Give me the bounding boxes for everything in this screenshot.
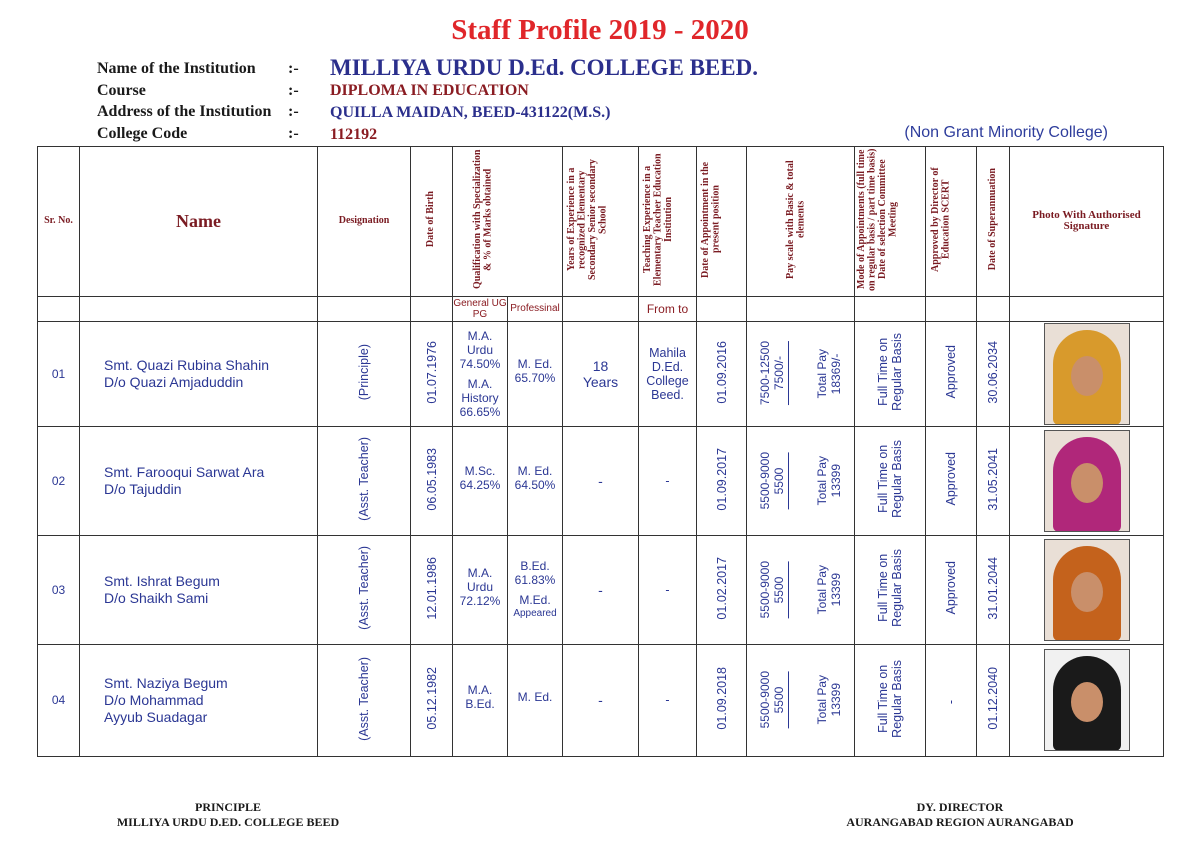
teaching-line: - [665, 693, 670, 707]
prof-line: B.Ed. [520, 558, 550, 573]
general-line: 64.25% [459, 477, 501, 492]
header-teaching-experience: Teaching Experience in a Elementary Teacher Education Institution [641, 153, 674, 286]
pay-scale: 7500-12500 [758, 341, 772, 406]
prof-line: M.Ed. [519, 592, 551, 607]
mode-line: Regular Basis [890, 659, 904, 738]
pay-basic: 5500 [772, 561, 789, 618]
general-qualification [453, 535, 508, 644]
designation: (Principle) [357, 343, 371, 401]
mode-line: Regular Basis [890, 549, 904, 627]
teaching-line: D.Ed. [651, 359, 684, 374]
code-value: 112192 [330, 126, 378, 143]
date-of-birth: 01.07.1976 [424, 340, 439, 404]
pay-scale: 5500-9000 [758, 451, 772, 510]
pay-details [747, 535, 855, 644]
header-superannuation: Date of Superannuation [986, 168, 998, 271]
designation: (Asst. Teacher) [357, 656, 371, 741]
general-line: M.A. [467, 328, 493, 343]
pay-total-label: Total Pay [815, 455, 829, 506]
general-line: M.A. [467, 376, 493, 391]
appointment-date: 01.09.2017 [714, 447, 729, 511]
mode-line: Full Time on [876, 664, 890, 733]
general-line: M.A. [467, 565, 493, 580]
header-photo: Photo With Authorised Signature [1010, 147, 1164, 297]
address-value: QUILLA MAIDAN, BEED-431122(M.S.) [330, 104, 611, 121]
header-appointment: Date of Appointment in the present position [699, 161, 721, 278]
pay-total-label: Total Pay [815, 675, 829, 725]
footer-right-title: DY. DIRECTOR [916, 800, 1004, 814]
experience-years [563, 321, 639, 426]
photo-face [1071, 682, 1103, 722]
mode-line: Full Time on [876, 337, 890, 407]
experience-line: - [598, 581, 603, 598]
header-qualification: Qualification with Specialization & % of Marks obtained [471, 149, 493, 290]
subheader-general: General UG PG [453, 297, 507, 320]
teaching-line: College [646, 373, 689, 388]
staff-photo [1044, 430, 1130, 532]
pay-total-label: Total Pay [815, 564, 829, 615]
staff-name [80, 644, 318, 756]
appointment-date: 01.09.2016 [714, 340, 729, 404]
staff-name [80, 426, 318, 535]
experience-years [563, 535, 639, 644]
header-name: Name [80, 147, 318, 297]
appointment-mode [876, 333, 904, 411]
pay-total-value: 13399 [829, 572, 843, 607]
header-mode: Mode of Appointments (full time on regular basis / part time basis) Date of selection Committee Meeting [856, 148, 899, 291]
header-pay-scale: Pay scale with Basic & total elements [784, 160, 806, 279]
subheader-professional: Professinal [508, 296, 563, 321]
pay-total-value: 13399 [829, 683, 843, 717]
appointment-mode [876, 660, 904, 738]
prof-line: 64.50% [514, 477, 556, 492]
staff-photo [1044, 539, 1130, 641]
general-line: M.Sc. [464, 463, 496, 478]
teaching-line: - [665, 473, 670, 488]
teaching-experience [639, 426, 697, 535]
sr-no: 02 [38, 426, 80, 535]
table-row [38, 644, 1164, 756]
appointment-date: 01.09.2018 [714, 667, 729, 730]
appointment-mode [876, 440, 904, 518]
mode-line: Full Time on [876, 553, 890, 623]
pay-total-value: 18369/- [829, 353, 843, 394]
general-qualification [453, 426, 508, 535]
table-subheader-row [38, 296, 1164, 321]
separator: :- [288, 60, 299, 77]
teaching-experience [639, 321, 697, 426]
superannuation-date: 30.06.2034 [986, 340, 1000, 404]
header-sr-no: Sr. No. [38, 147, 80, 297]
general-line: B.Ed. [465, 697, 495, 711]
superannuation-date: 31.05.2041 [986, 447, 1000, 511]
general-line: 74.50% [459, 356, 501, 371]
professional-qualification [508, 644, 563, 756]
course-value: DIPLOMA IN EDUCATION [330, 82, 529, 99]
experience-line: 18 [592, 357, 609, 374]
header-experience: Years of Experience in a recognized Elementary Secondary Senior secondary School [565, 159, 608, 280]
experience-years [563, 426, 639, 535]
pay-scale: 5500-9000 [758, 560, 772, 619]
pay-basic: 5500 [772, 452, 789, 509]
institution-name: MILLIYA URDU D.Ed. COLLEGE BEED. [330, 55, 758, 80]
general-line: Urdu [466, 579, 493, 594]
mode-line: Regular Basis [890, 333, 904, 411]
sr-no: 04 [38, 644, 80, 756]
separator: :- [288, 82, 299, 99]
name-line: Ayyub Suadagar [104, 708, 208, 725]
designation: (Asst. Teacher) [357, 437, 371, 521]
header-dob: Date of Birth [425, 191, 437, 248]
separator: :- [288, 125, 299, 142]
professional-qualification [508, 426, 563, 535]
header-approved: Approved by Director of Education SCERT [930, 167, 952, 272]
institution-label: Name of the Institution [97, 60, 256, 77]
name-line: D/o Shaikh Sami [104, 589, 209, 606]
course-label: Course [97, 82, 146, 99]
prof-line: M. Ed. [517, 356, 553, 371]
prof-line: M. Ed. [517, 463, 553, 478]
pay-total-label: Total Pay [815, 348, 829, 399]
mode-line: Full Time on [876, 444, 890, 514]
experience-line: Years [582, 373, 619, 390]
separator: :- [288, 103, 299, 120]
table-row [38, 321, 1164, 426]
prof-line: Appeared [513, 607, 557, 619]
teaching-experience [639, 644, 697, 756]
date-of-birth: 06.05.1983 [424, 447, 439, 511]
professional-qualification [508, 321, 563, 426]
name-line: D/o Tajuddin [104, 480, 182, 497]
staff-photo [1044, 649, 1130, 751]
name-line: Smt. Farooqui Sarwat Ara [104, 463, 265, 480]
date-of-birth: 12.01.1986 [424, 556, 439, 620]
teaching-experience [639, 535, 697, 644]
name-line: Smt. Ishrat Begum [104, 572, 220, 589]
approval-status: - [944, 699, 958, 704]
experience-line: - [598, 472, 603, 489]
code-label: College Code [97, 125, 188, 142]
subheader-from-to: From to [639, 296, 697, 321]
prof-line: M. Ed. [517, 690, 553, 704]
photo-face [1071, 463, 1103, 503]
photo-face [1071, 356, 1103, 396]
general-line: 72.12% [459, 593, 501, 608]
experience-years [563, 644, 639, 756]
general-line: 66.65% [459, 404, 501, 419]
superannuation-date: 01.12.2040 [986, 667, 1000, 730]
address-label: Address of the Institution [97, 103, 272, 120]
general-qualification [453, 321, 508, 426]
college-status-note: (Non Grant Minority College) [904, 124, 1108, 141]
table-row [38, 535, 1164, 644]
pay-basic: 5500 [772, 671, 789, 728]
superannuation-date: 31.01.2044 [986, 556, 1000, 620]
professional-qualification [508, 535, 563, 644]
name-line: D/o Mohammad [104, 691, 204, 708]
approval-status: Approved [944, 345, 958, 399]
prof-line: 65.70% [514, 370, 556, 385]
name-line: D/o Quazi Amjaduddin [104, 373, 244, 390]
designation: (Asst. Teacher) [357, 546, 371, 630]
pay-basic: 7500/- [772, 341, 789, 405]
name-line: Smt. Naziya Begum [104, 674, 228, 691]
photo-face [1071, 572, 1103, 612]
mode-line: Regular Basis [890, 440, 904, 518]
staff-table [37, 146, 1164, 757]
footer-left-org: MILLIYA URDU D.ED. COLLEGE BEED [116, 815, 340, 829]
prof-line: 61.83% [514, 572, 556, 587]
table-header-row [38, 147, 1164, 297]
experience-line: - [598, 692, 603, 708]
footer-left-title: PRINCIPLE [194, 800, 261, 814]
pay-scale: 5500-9000 [758, 671, 772, 729]
approval-status: Approved [944, 561, 958, 615]
staff-name [80, 535, 318, 644]
table-row [38, 426, 1164, 535]
sr-no: 01 [38, 321, 80, 426]
pay-total-value: 13399 [829, 463, 843, 498]
teaching-line: Mahila [649, 345, 686, 360]
approval-status: Approved [944, 452, 958, 506]
pay-details [747, 321, 855, 426]
appointment-mode [876, 549, 904, 627]
staff-photo [1044, 323, 1130, 425]
page-title: Staff Profile 2019 - 2020 [451, 14, 749, 46]
name-line: Smt. Quazi Rubina Shahin [104, 356, 269, 373]
appointment-date: 01.02.2017 [714, 556, 729, 620]
pay-details [747, 644, 855, 756]
pay-details [747, 426, 855, 535]
principle-signature-block [108, 800, 348, 830]
footer-right-region: AURANGABAD REGION AURANGABAD [846, 815, 1074, 829]
general-qualification [453, 644, 508, 756]
header-designation: Designation [318, 147, 411, 297]
general-line: History [461, 390, 499, 405]
director-signature-block [830, 800, 1090, 830]
date-of-birth: 05.12.1982 [424, 667, 439, 730]
general-line: Urdu [466, 342, 493, 357]
general-line: M.A. [467, 683, 493, 697]
teaching-line: - [665, 582, 670, 597]
staff-name [80, 321, 318, 426]
sr-no: 03 [38, 535, 80, 644]
teaching-line: Beed. [651, 387, 684, 402]
